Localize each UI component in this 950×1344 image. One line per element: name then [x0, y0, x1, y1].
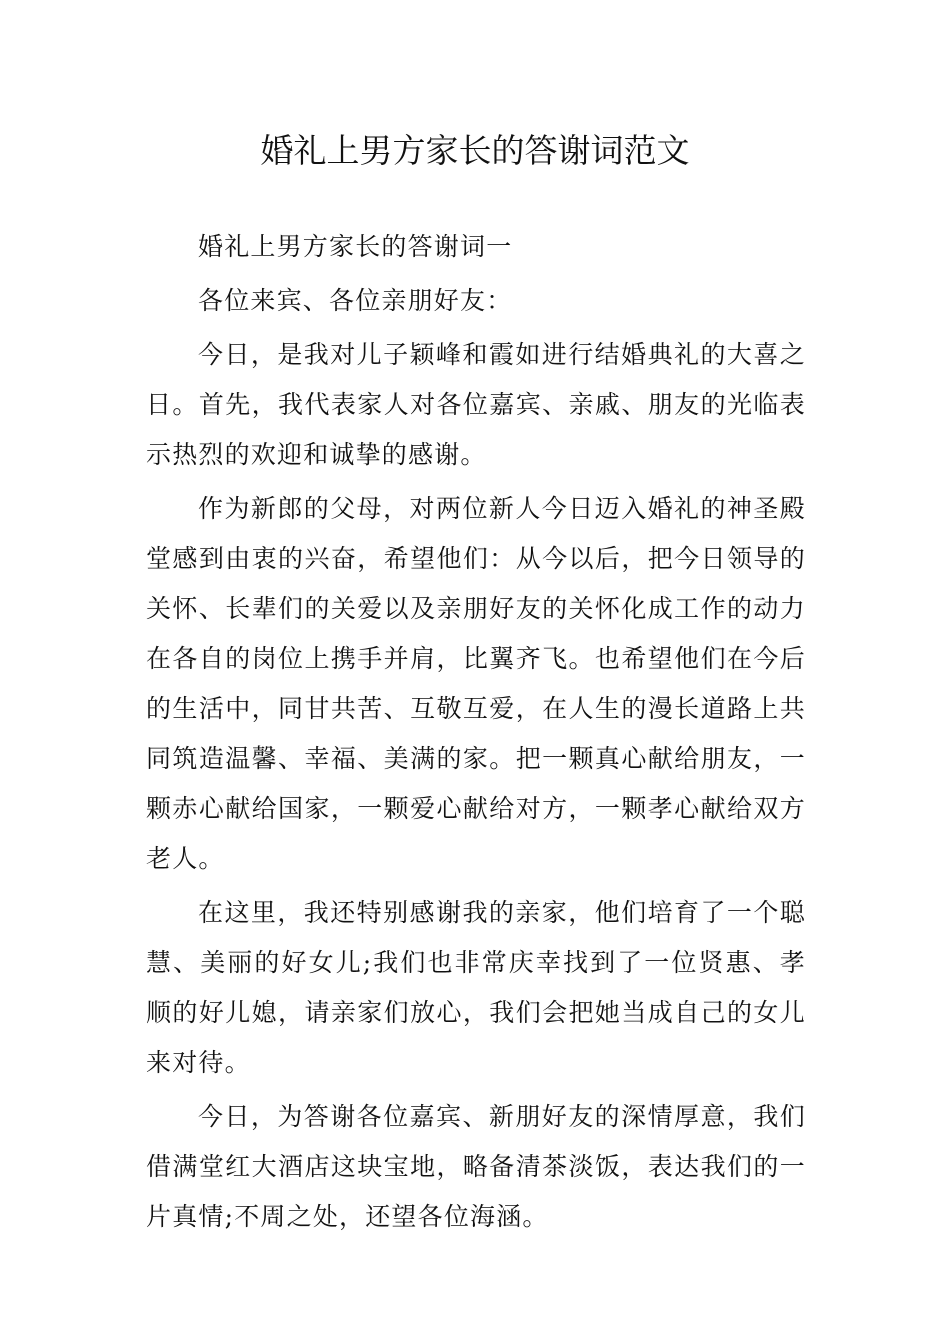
paragraph: 作为新郎的父母，对两位新人今日迈入婚礼的神圣殿堂感到由衷的兴奋，希望他们：从今以后，把今日领导的关怀、长辈们的关爱以及亲朋好友的关怀化成工作的动力在各自的岗位上携手并肩，比翼齐飞。也希望他们在今后的生活中，同甘共苦、互敬互爱，在人生的漫长道路上共同筑造温馨、幸福、美满的家。把一颗真心献给朋友，一颗赤心献给国家，一颗爱心献给对方，一颗孝心献给双方老人。	[146, 494, 806, 873]
section-heading: 婚礼上男方家长的答谢词一	[198, 232, 513, 261]
document-title: 婚礼上男方家长的答谢词范文	[260, 131, 690, 170]
salutation: 各位来宾、各位亲朋好友：	[198, 286, 513, 315]
paragraph: 今日，是我对儿子颖峰和霞如进行结婚典礼的大喜之日。首先，我代表家人对各位嘉宾、亲戚、朋友的光临表示热烈的欢迎和诚挚的感谢。	[146, 340, 806, 469]
paragraph: 在这里，我还特别感谢我的亲家，他们培育了一个聪慧、美丽的好女儿;我们也非常庆幸找到了一位贤惠、孝顺的好儿媳，请亲家们放心，我们会把她当成自己的女儿来对待。	[146, 898, 806, 1077]
document-body	[146, 222, 806, 1246]
paragraph: 今日，为答谢各位嘉宾、新朋好友的深情厚意，我们借满堂红大酒店这块宝地，略备清茶淡饭，表达我们的一片真情;不周之处，还望各位海涵。	[146, 1102, 806, 1231]
